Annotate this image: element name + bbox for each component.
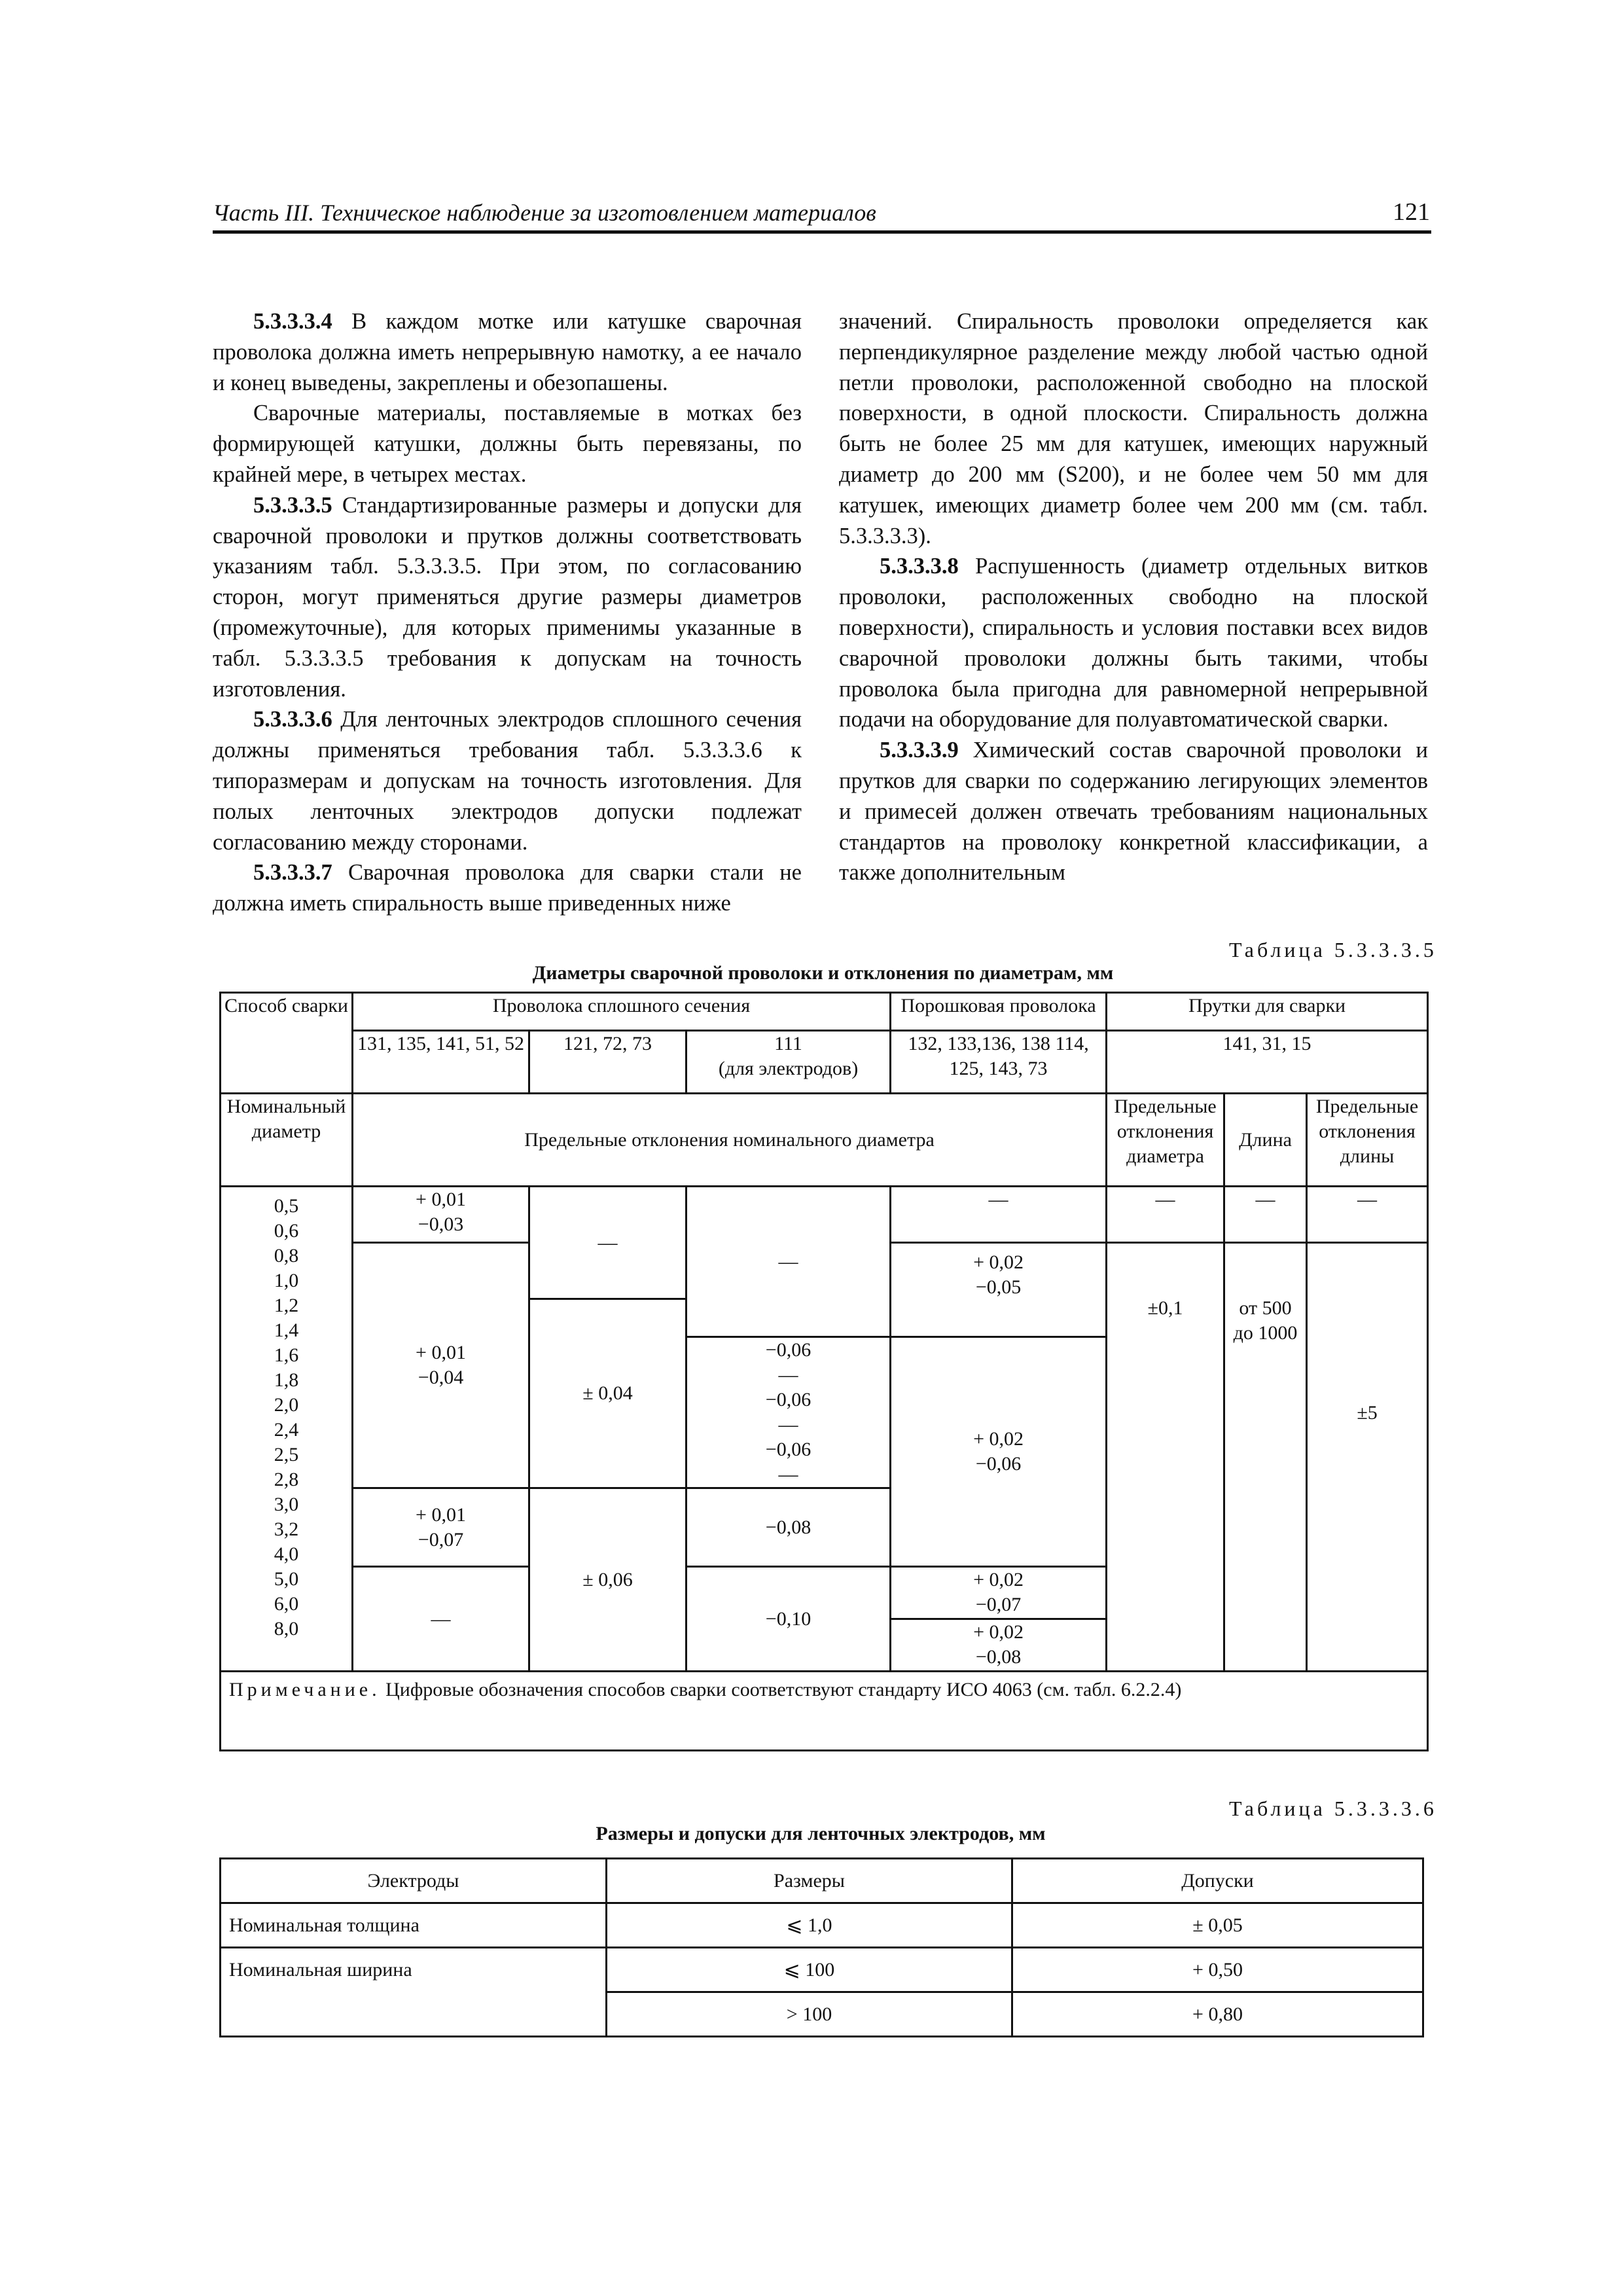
table2-label: Таблица 5.3.3.3.6 xyxy=(1229,1797,1437,1820)
para-text: В каждом мотке или катушке сварочная проволока должна иметь непрерывную намотку, а ее начало и конец выведены, закреплены и обезопашены. xyxy=(213,309,802,395)
t2-header-tolerances: Допуски xyxy=(1012,1859,1423,1903)
diameter-value: 2,8 xyxy=(274,1469,299,1490)
t2-header-sizes: Размеры xyxy=(607,1859,1012,1903)
codes-solid-2: 121, 72, 73 xyxy=(529,1031,687,1094)
tolerance-value: — xyxy=(778,1463,798,1485)
cell-a1 xyxy=(353,1187,529,1243)
cell-length xyxy=(1224,1243,1307,1672)
header-rod-deviation: Предельные отклонения диаметра xyxy=(1107,1094,1224,1187)
cell-d2 xyxy=(891,1337,1107,1567)
para-continuation: значений. Спиральность проволоки определяется как перпендикулярное разделение между любой частью одной петли проволоки, расположенной свободно на плоской поверхности, в одной плоскости. Спиральность должна быть не более 25 мм для катушек, имеющих наружный диаметр до 200 мм (S200), и не более чем 50 мм для катушек, имеющих диаметр более чем 200 мм (см. табл. 5.3.3.3.3). xyxy=(839,309,1428,548)
diameter-value: 3,2 xyxy=(274,1518,299,1540)
tolerance-value: −0,06 xyxy=(765,1439,812,1460)
para-text: Химический состав сварочной проволоки и прутков для сварки по содержанию легирующих элементов и примесей должен отвечать требованиям национальных стандартов на проволоку конкретной классификации, а также дополнительным xyxy=(839,738,1428,886)
cell-d4 xyxy=(891,1619,1107,1672)
codes-rods: 141, 31, 15 xyxy=(1107,1031,1428,1094)
tol-plus: + 0,01 xyxy=(416,1342,466,1363)
tol-plus: + 0,01 xyxy=(416,1189,466,1210)
running-title: Часть III. Техническое наблюдение за изготовлением материалов xyxy=(213,200,876,226)
cell-g0: — xyxy=(1307,1187,1428,1243)
para-5.3.3.3.5 xyxy=(213,490,802,705)
table1-caption: Диаметры сварочной проволоки и отклонения по диаметрам, мм xyxy=(532,962,1114,984)
diameter-value: 0,5 xyxy=(274,1195,299,1217)
diameter-value: 1,2 xyxy=(274,1295,299,1316)
para-5.3.3.3.7 xyxy=(213,857,802,919)
diameter-value: 8,0 xyxy=(274,1618,299,1640)
header-deviation: Предельные отклонения номинального диаметра xyxy=(353,1094,1107,1187)
para-text: Распушенность (диаметр отдельных витков проволоки, расположенных свободно на плоской поверхности), спиральность и условия поставки всех видов сварочной проволоки должны быть такими, чтобы проволока была пригодна для равномерной непрерывной подачи на оборудование для полуавтоматической сварки. xyxy=(839,554,1428,732)
length-from: от 500 xyxy=(1239,1297,1292,1319)
header-method: Способ сварки xyxy=(221,993,353,1094)
tol-plus: + 0,02 xyxy=(973,1621,1024,1643)
tol-plus: + 0,01 xyxy=(416,1503,466,1526)
cell-a4: — xyxy=(353,1567,529,1672)
header-length-deviation: Предельные отклонения длины xyxy=(1307,1094,1428,1187)
t2-row-width: Номинальная ширина xyxy=(221,1948,607,2037)
diameter-value: 0,8 xyxy=(274,1245,299,1266)
right-column xyxy=(839,306,1428,888)
diameter-value: 2,4 xyxy=(274,1419,299,1441)
cell-b2: ± 0,04 xyxy=(529,1299,687,1488)
codes-value: 111 xyxy=(774,1033,802,1054)
codes-flux: 132, 133,136, 138 114, 125, 143, 73 xyxy=(891,1031,1107,1094)
t2-row-thickness: Номинальная толщина xyxy=(221,1903,607,1948)
diameter-value: 0,6 xyxy=(274,1220,299,1242)
cell-a2 xyxy=(353,1243,529,1488)
t2-cell: + 0,80 xyxy=(1012,1992,1423,2037)
codes-solid-1: 131, 135, 141, 51, 52 xyxy=(353,1031,529,1094)
diameter-value: 6,0 xyxy=(274,1593,299,1615)
cell-c1: — xyxy=(687,1187,891,1337)
note-text: Цифровые обозначения способов сварки соответствуют стандарту ИСО 4063 (см. табл. 6.2.2.4) xyxy=(380,1679,1182,1700)
clause-number: 5.3.3.3.5 xyxy=(253,492,332,518)
tol-minus: −0,03 xyxy=(418,1213,464,1235)
para-5.3.3.3.8 xyxy=(839,551,1428,735)
page-header xyxy=(213,198,1431,234)
para-text: Сварочная проволока для сварки стали не должна иметь спиральность выше приведенных ниже xyxy=(213,860,802,916)
tol-plus: + 0,02 xyxy=(973,1428,1024,1450)
t2-cell: ⩽ 1,0 xyxy=(607,1903,1012,1948)
table2-caption: Размеры и допуски для ленточных электродов, мм xyxy=(596,1823,1046,1844)
diameter-value: 1,0 xyxy=(274,1270,299,1291)
cell-c4: −0,10 xyxy=(687,1567,891,1672)
tolerance-value: −0,06 xyxy=(765,1389,812,1410)
t2-cell: > 100 xyxy=(607,1992,1012,2037)
table1-label: Таблица 5.3.3.3.5 xyxy=(1229,938,1437,961)
clause-number: 5.3.3.3.9 xyxy=(880,738,959,763)
diameter-value: 3,0 xyxy=(274,1494,299,1515)
diameter-value: 4,0 xyxy=(274,1543,299,1565)
cell-a3 xyxy=(353,1488,529,1567)
left-column xyxy=(213,306,802,919)
tol-minus: −0,07 xyxy=(418,1528,464,1551)
codes-note: (для электродов) xyxy=(718,1058,859,1079)
clause-number: 5.3.3.3.7 xyxy=(253,860,332,886)
cell-c3: −0,08 xyxy=(687,1488,891,1567)
t2-cell: ± 0,05 xyxy=(1012,1903,1423,1948)
diameter-value: 2,5 xyxy=(274,1444,299,1465)
para-text: Для ленточных электродов сплошного сечения должны применяться требования табл. 5.3.3.3.6 к типоразмерам и допускам на точность изготовления. Для полых ленточных электродов допуски подлежат согласованию между сторонами. xyxy=(213,707,802,855)
tolerance-value: — xyxy=(778,1414,798,1435)
tolerance-value: −0,06 xyxy=(765,1339,812,1361)
header-solid-wire: Проволока сплошного сечения xyxy=(353,993,891,1031)
page-number: 121 xyxy=(1393,198,1430,226)
diameter-value: 1,6 xyxy=(274,1344,299,1366)
cell-e0: — xyxy=(1107,1187,1224,1243)
note-label: Примечание. xyxy=(229,1679,381,1700)
tol-minus: −0,06 xyxy=(975,1453,1022,1475)
cell-rod-deviation: ±0,1 xyxy=(1107,1243,1224,1672)
cell-d3 xyxy=(891,1567,1107,1619)
diameter-value: 2,0 xyxy=(274,1394,299,1416)
diameter-list xyxy=(221,1187,353,1672)
clause-number: 5.3.3.3.4 xyxy=(253,309,332,334)
t2-header-electrodes: Электроды xyxy=(221,1859,607,1903)
tolerance-value: — xyxy=(778,1364,798,1386)
tol-minus: −0,07 xyxy=(975,1594,1022,1615)
tol-plus: + 0,02 xyxy=(973,1569,1024,1590)
tol-plus: + 0,02 xyxy=(973,1251,1024,1273)
cell-d1 xyxy=(891,1243,1107,1337)
para-packaging: Сварочные материалы, поставляемые в мотках без формирующей катушки, должны быть перевязаны, по крайней мере, в четырех местах. xyxy=(213,401,802,487)
codes-solid-3 xyxy=(687,1031,891,1094)
cell-b1: — xyxy=(529,1187,687,1299)
header-nominal: Номинальный диаметр xyxy=(221,1094,353,1187)
strip-electrode-table xyxy=(219,1857,1424,2037)
para-5.3.3.3.6 xyxy=(213,704,802,857)
clause-number: 5.3.3.3.8 xyxy=(880,554,959,579)
para-5.3.3.3.9 xyxy=(839,735,1428,888)
cell-f0: — xyxy=(1224,1187,1307,1243)
clause-number: 5.3.3.3.6 xyxy=(253,707,332,732)
diameter-value: 1,8 xyxy=(274,1369,299,1391)
t2-cell: + 0,50 xyxy=(1012,1948,1423,1992)
cell-c2 xyxy=(687,1337,891,1488)
table1-note xyxy=(221,1672,1428,1751)
t2-cell: ⩽ 100 xyxy=(607,1948,1012,1992)
wire-diameter-table xyxy=(219,992,1429,1751)
cell-d0: — xyxy=(891,1187,1107,1243)
header-rods: Прутки для сварки xyxy=(1107,993,1428,1031)
tol-minus: −0,04 xyxy=(418,1367,464,1388)
diameter-value: 5,0 xyxy=(274,1568,299,1590)
diameter-value: 1,4 xyxy=(274,1319,299,1341)
header-length: Длина xyxy=(1224,1094,1307,1187)
length-to: до 1000 xyxy=(1233,1322,1298,1344)
para-5.3.3.3.4 xyxy=(213,306,802,398)
para-text: Стандартизированные размеры и допуски для сварочной проволоки и прутков должны соответствовать указаниям табл. 5.3.3.3.5. При этом, по согласованию сторон, могут применяться другие размеры диаметров (промежуточные), для которых применимы указанные в табл. 5.3.3.3.5 требования к допускам на точность изготовления. xyxy=(213,492,802,702)
cell-length-deviation: ±5 xyxy=(1307,1243,1428,1672)
header-flux-wire: Порошковая проволока xyxy=(891,993,1107,1031)
tol-minus: −0,08 xyxy=(975,1646,1022,1668)
cell-b3: ± 0,06 xyxy=(529,1488,687,1672)
tol-minus: −0,05 xyxy=(975,1276,1022,1298)
